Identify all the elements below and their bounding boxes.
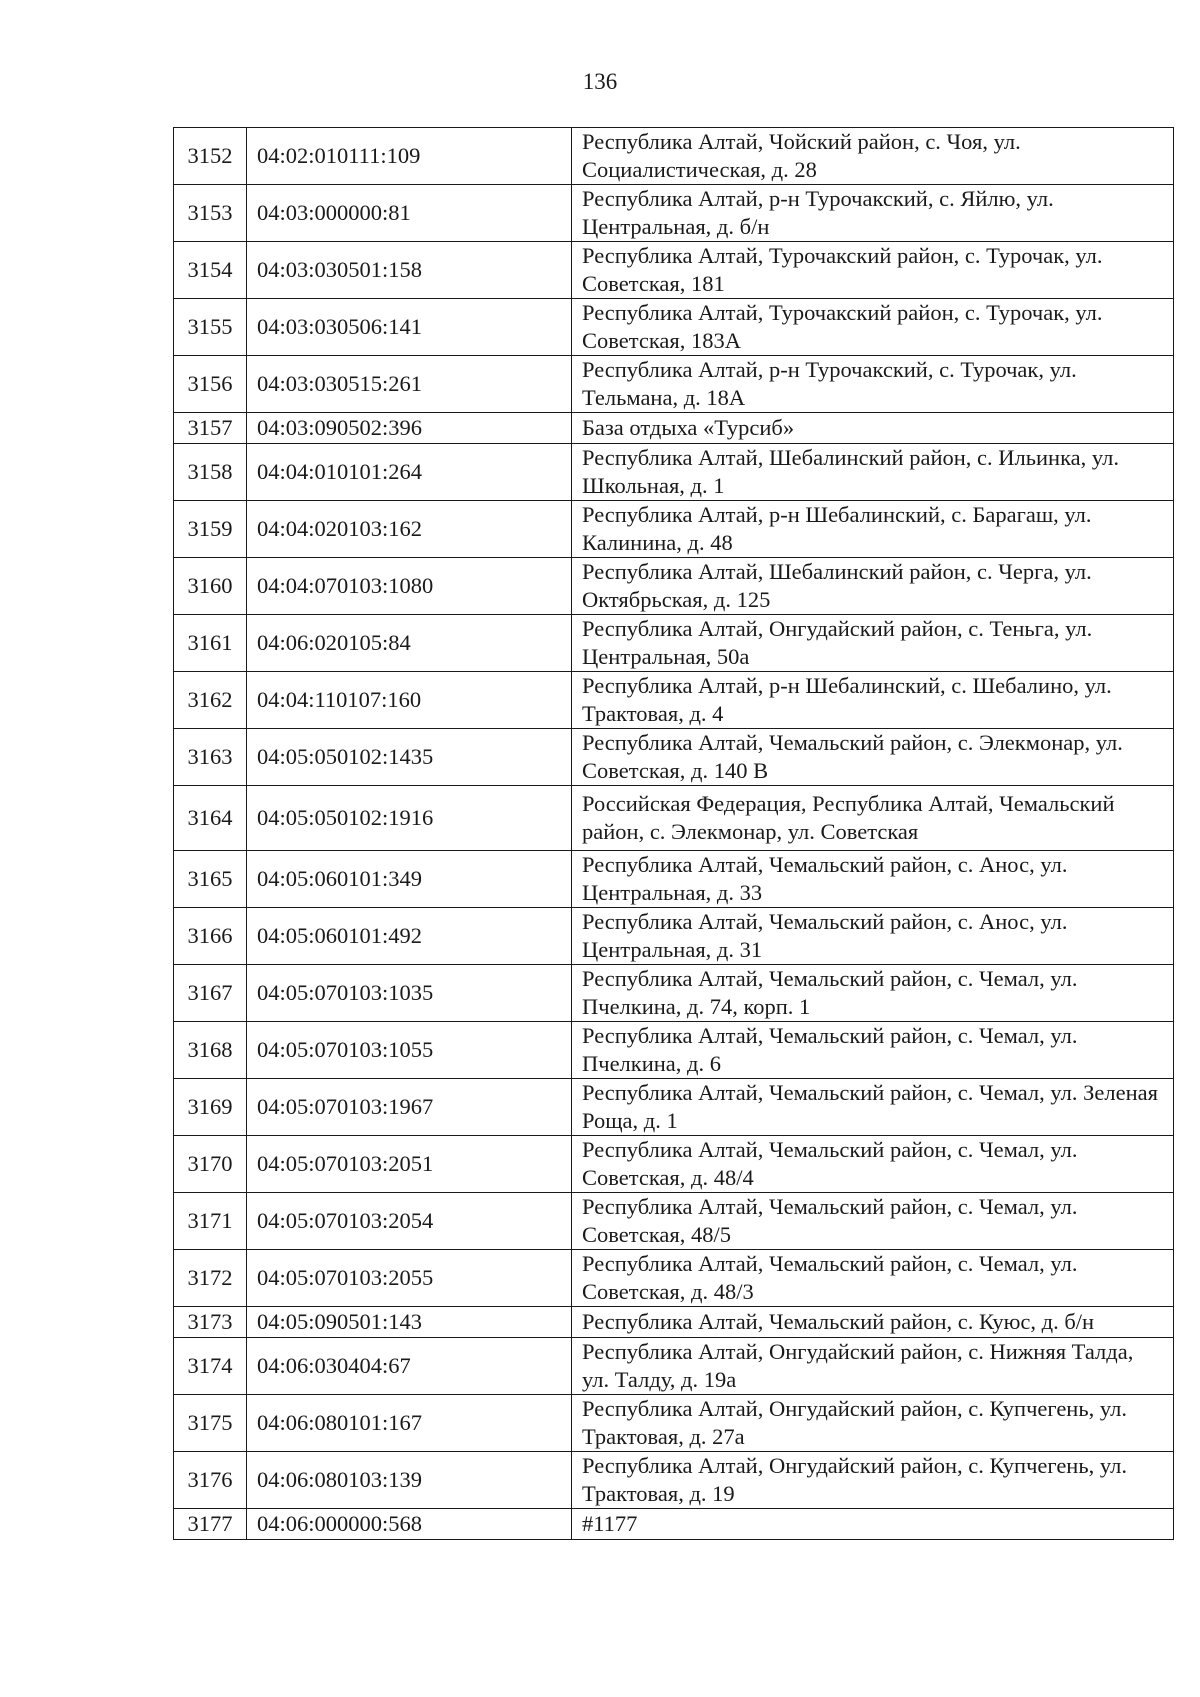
table-row <box>174 501 1174 558</box>
cadastral-number-cell: 04:05:070103:2055 <box>247 1250 572 1307</box>
cadastral-number-cell: 04:06:030404:67 <box>247 1338 572 1395</box>
address-cell: Республика Алтай, Онгудайский район, с. Купчегень, ул. Трактовая, д. 27а <box>572 1395 1174 1452</box>
row-number-cell: 3169 <box>174 1079 247 1136</box>
address-cell: Республика Алтай, р-н Шебалинский, с. Шебалино, ул. Трактовая, д. 4 <box>572 672 1174 729</box>
row-number-cell: 3157 <box>174 413 247 444</box>
table-row <box>174 729 1174 786</box>
row-number-cell: 3158 <box>174 444 247 501</box>
table-body <box>174 128 1174 1540</box>
row-number-cell: 3175 <box>174 1395 247 1452</box>
row-number-cell: 3160 <box>174 558 247 615</box>
page-number: 136 <box>582 69 618 94</box>
row-number-cell: 3174 <box>174 1338 247 1395</box>
row-number-cell: 3165 <box>174 851 247 908</box>
address-cell: Республика Алтай, Турочакский район, с. Турочак, ул. Советская, 181 <box>572 242 1174 299</box>
cadastral-number-cell: 04:06:020105:84 <box>247 615 572 672</box>
row-number-cell: 3163 <box>174 729 247 786</box>
table-row <box>174 1307 1174 1338</box>
row-number-cell: 3171 <box>174 1193 247 1250</box>
table-row <box>174 1395 1174 1452</box>
table-row <box>174 558 1174 615</box>
table-row <box>174 185 1174 242</box>
address-cell: Республика Алтай, р-н Турочакский, с. Яйлю, ул. Центральная, д. б/н <box>572 185 1174 242</box>
address-cell: Республика Алтай, Шебалинский район, с. Черга, ул. Октябрьская, д. 125 <box>572 558 1174 615</box>
cadastral-number-cell: 04:03:090502:396 <box>247 413 572 444</box>
address-cell: Республика Алтай, Онгудайский район, с. Теньга, ул. Центральная, 50а <box>572 615 1174 672</box>
cadastral-number-cell: 04:02:010111:109 <box>247 128 572 185</box>
row-number-cell: 3170 <box>174 1136 247 1193</box>
cadastral-number-cell: 04:03:030506:141 <box>247 299 572 356</box>
address-cell: Республика Алтай, Чойский район, с. Чоя, ул. Социалистическая, д. 28 <box>572 128 1174 185</box>
address-cell: Республика Алтай, Чемальский район, с. Анос, ул. Центральная, д. 33 <box>572 851 1174 908</box>
address-cell: Республика Алтай, Чемальский район, с. Чемал, ул. Пчелкина, д. 74, корп. 1 <box>572 965 1174 1022</box>
cadastral-number-cell: 04:03:030515:261 <box>247 356 572 413</box>
table-row <box>174 413 1174 444</box>
address-cell: Республика Алтай, Чемальский район, с. Элекмонар, ул. Советская, д. 140 В <box>572 729 1174 786</box>
row-number-cell: 3166 <box>174 908 247 965</box>
row-number-cell: 3173 <box>174 1307 247 1338</box>
cadastral-number-cell: 04:03:000000:81 <box>247 185 572 242</box>
table-row <box>174 908 1174 965</box>
cadastral-number-cell: 04:05:070103:2054 <box>247 1193 572 1250</box>
cadastral-number-cell: 04:03:030501:158 <box>247 242 572 299</box>
cadastral-number-cell: 04:06:080101:167 <box>247 1395 572 1452</box>
address-cell: Республика Алтай, р-н Турочакский, с. Турочак, ул. Тельмана, д. 18А <box>572 356 1174 413</box>
row-number-cell: 3156 <box>174 356 247 413</box>
row-number-cell: 3161 <box>174 615 247 672</box>
address-cell: Республика Алтай, Турочакский район, с. Турочак, ул. Советская, 183А <box>572 299 1174 356</box>
address-cell: Республика Алтай, Чемальский район, с. Чемал, ул. Советская, д. 48/4 <box>572 1136 1174 1193</box>
row-number-cell: 3153 <box>174 185 247 242</box>
table-row <box>174 444 1174 501</box>
table-row <box>174 1136 1174 1193</box>
row-number-cell: 3168 <box>174 1022 247 1079</box>
cadastral-number-cell: 04:05:070103:1055 <box>247 1022 572 1079</box>
cadastral-number-cell: 04:05:070103:1967 <box>247 1079 572 1136</box>
table-row <box>174 1452 1174 1509</box>
cadastral-number-cell: 04:06:080103:139 <box>247 1452 572 1509</box>
address-cell: Республика Алтай, Шебалинский район, с. Ильинка, ул. Школьная, д. 1 <box>572 444 1174 501</box>
row-number-cell: 3176 <box>174 1452 247 1509</box>
table-row <box>174 615 1174 672</box>
table-row <box>174 672 1174 729</box>
address-cell: Республика Алтай, Чемальский район, с. Куюс, д. б/н <box>572 1307 1174 1338</box>
property-registry-table <box>173 127 1174 1540</box>
cadastral-number-cell: 04:05:050102:1435 <box>247 729 572 786</box>
row-number-cell: 3155 <box>174 299 247 356</box>
table-row <box>174 1509 1174 1540</box>
address-cell: Республика Алтай, Чемальский район, с. Чемал, ул. Зеленая Роща, д. 1 <box>572 1079 1174 1136</box>
cadastral-number-cell: 04:05:060101:492 <box>247 908 572 965</box>
row-number-cell: 3162 <box>174 672 247 729</box>
row-number-cell: 3167 <box>174 965 247 1022</box>
table-row <box>174 299 1174 356</box>
cadastral-number-cell: 04:05:070103:2051 <box>247 1136 572 1193</box>
cadastral-number-cell: 04:04:070103:1080 <box>247 558 572 615</box>
table-row <box>174 851 1174 908</box>
address-cell: База отдыха «Турсиб» <box>572 413 1174 444</box>
cadastral-number-cell: 04:04:010101:264 <box>247 444 572 501</box>
table-row <box>174 356 1174 413</box>
address-cell: Российская Федерация, Республика Алтай, Чемальский район, с. Элекмонар, ул. Советская <box>572 786 1174 851</box>
address-cell: Республика Алтай, Чемальский район, с. Чемал, ул. Пчелкина, д. 6 <box>572 1022 1174 1079</box>
table-row <box>174 965 1174 1022</box>
cadastral-number-cell: 04:04:020103:162 <box>247 501 572 558</box>
row-number-cell: 3164 <box>174 786 247 851</box>
table-row <box>174 1022 1174 1079</box>
row-number-cell: 3177 <box>174 1509 247 1540</box>
address-cell: Республика Алтай, Онгудайский район, с. Нижняя Талда, ул. Талду, д. 19а <box>572 1338 1174 1395</box>
table-row <box>174 242 1174 299</box>
cadastral-number-cell: 04:05:060101:349 <box>247 851 572 908</box>
table-row <box>174 128 1174 185</box>
cadastral-number-cell: 04:05:070103:1035 <box>247 965 572 1022</box>
cadastral-number-cell: 04:05:050102:1916 <box>247 786 572 851</box>
row-number-cell: 3159 <box>174 501 247 558</box>
cadastral-number-cell: 04:04:110107:160 <box>247 672 572 729</box>
address-cell: Республика Алтай, Чемальский район, с. Чемал, ул. Советская, 48/5 <box>572 1193 1174 1250</box>
address-cell: Республика Алтай, Онгудайский район, с. Купчегень, ул. Трактовая, д. 19 <box>572 1452 1174 1509</box>
table-row <box>174 1338 1174 1395</box>
address-cell: Республика Алтай, р-н Шебалинский, с. Барагаш, ул. Калинина, д. 48 <box>572 501 1174 558</box>
cadastral-number-cell: 04:05:090501:143 <box>247 1307 572 1338</box>
table-row <box>174 1250 1174 1307</box>
table-row <box>174 1193 1174 1250</box>
table-row <box>174 786 1174 851</box>
row-number-cell: 3154 <box>174 242 247 299</box>
address-cell: Республика Алтай, Чемальский район, с. Чемал, ул. Советская, д. 48/3 <box>572 1250 1174 1307</box>
cadastral-number-cell: 04:06:000000:568 <box>247 1509 572 1540</box>
row-number-cell: 3152 <box>174 128 247 185</box>
address-cell: #1177 <box>572 1509 1174 1540</box>
table-row <box>174 1079 1174 1136</box>
address-cell: Республика Алтай, Чемальский район, с. Анос, ул. Центральная, д. 31 <box>572 908 1174 965</box>
row-number-cell: 3172 <box>174 1250 247 1307</box>
